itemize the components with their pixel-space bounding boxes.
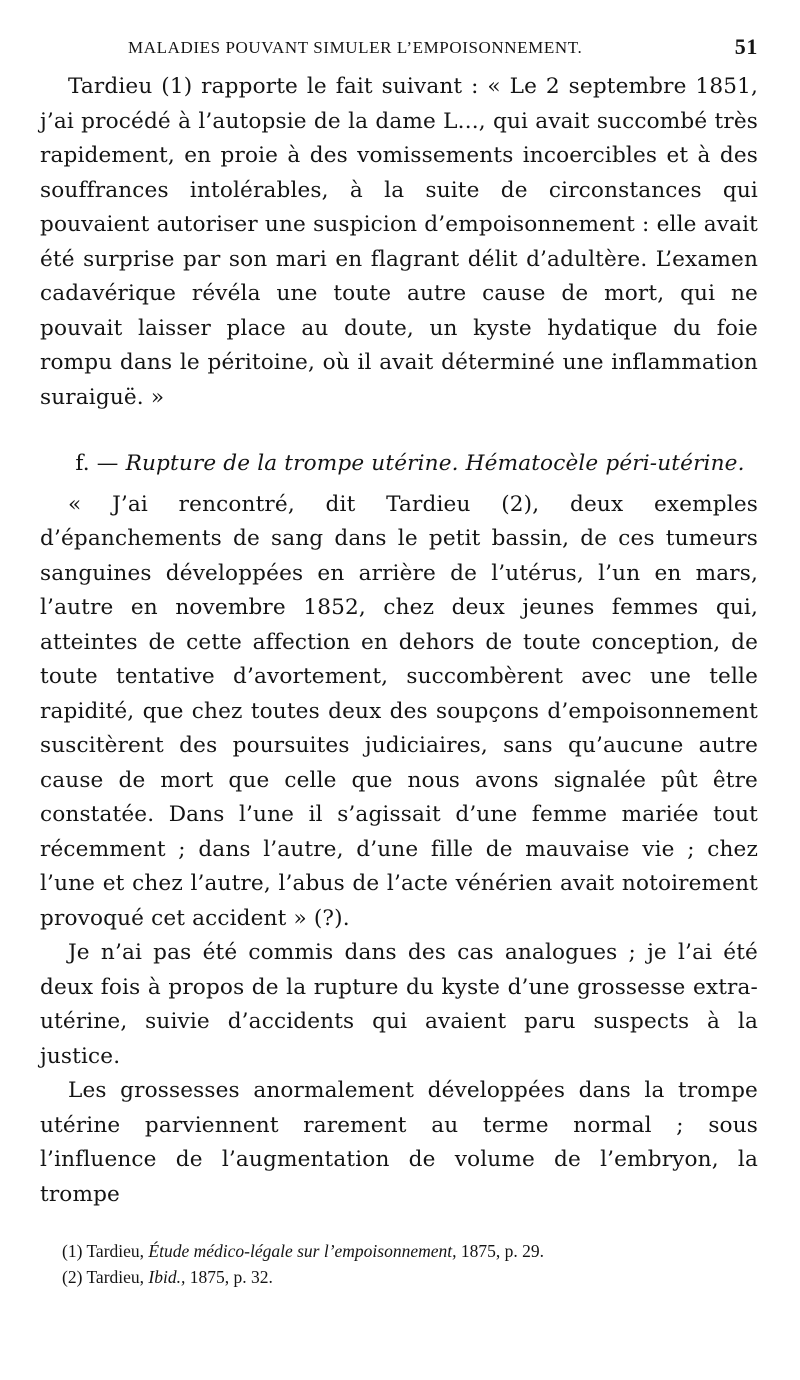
paragraph: Tardieu (1) rapporte le fait suivant : « Le 2 septembre 1851, j’ai procédé à l’autopsie de la dame L..., qui avait succombé très rapidement, en proie à des vomissements incoercibles et à des souffrances intolérables, à la suite de circonstances qui pouvaient autoriser une suspicion d’empoisonnement : elle avait été surprise par son mari en flagrant délit d’adultère. L’examen cadavérique révéla une toute autre cause de mort, qui ne pouvait laisser place au doute, un kyste hydatique du foie rompu dans le péritoine, où il avait déterminé une inflammation suraiguë. »	[40, 74, 758, 410]
footnote	[62, 1238, 758, 1264]
footnote-title: Ibid.,	[148, 1267, 186, 1287]
section-heading	[40, 447, 758, 482]
running-head	[40, 30, 758, 70]
section-title: Rupture de la trompe utérine. Hématocèle péri-utérine.	[125, 451, 745, 476]
section-letter: f. —	[75, 451, 119, 476]
running-head-title: MALADIES POUVANT SIMULER L’EMPOISONNEMENT.	[128, 38, 583, 57]
main-text	[40, 70, 758, 1212]
footnotes	[40, 1238, 758, 1290]
paragraph: « J’ai rencontré, dit Tardieu (2), deux exemples d’épanchements de sang dans le petit bassin, de ces tumeurs sanguines développées en arrière de l’utérus, l’un en mars, l’autre en novembre 1852, chez deux jeunes femmes qui, atteintes de cette affection en dehors de toute conception, de toute tentative d’avortement, succombèrent avec une telle rapidité, que chez toutes deux des soupçons d’empoisonnement suscitèrent des poursuites judiciaires, sans qu’aucune autre cause de mort que celle que nous avons signalée pût être constatée. Dans l’une il s’agissait d’une femme mariée tout récemment ; dans l’autre, d’une fille de mauvaise vie ; chez l’une et chez l’autre, l’abus de l’acte vénérien avait notoirement provoqué cet accident » (?).	[40, 491, 758, 931]
footnote-marker: (2) Tardieu,	[62, 1267, 145, 1287]
footnote-reference: 1875, p. 32.	[189, 1267, 273, 1287]
paragraph: Je n’ai pas été commis dans des cas analogues ; je l’ai été deux fois à propos de la rupture du kyste d’une grossesse extra-utérine, suivie d’accidents qui avaient paru suspects à la justice.	[40, 940, 758, 1069]
footnote	[62, 1264, 758, 1290]
paragraph: Les grossesses anormalement développées dans la trompe utérine parviennent rarement au terme normal ; sous l’influence de l’augmentation de volume de l’embryon, la trompe	[40, 1078, 758, 1207]
footnote-title: Étude médico-légale sur l’empoisonnement,	[148, 1241, 457, 1261]
footnote-reference: 1875, p. 29.	[460, 1241, 545, 1261]
footnote-marker: (1) Tardieu,	[62, 1241, 145, 1261]
page-number: 51	[734, 34, 758, 59]
